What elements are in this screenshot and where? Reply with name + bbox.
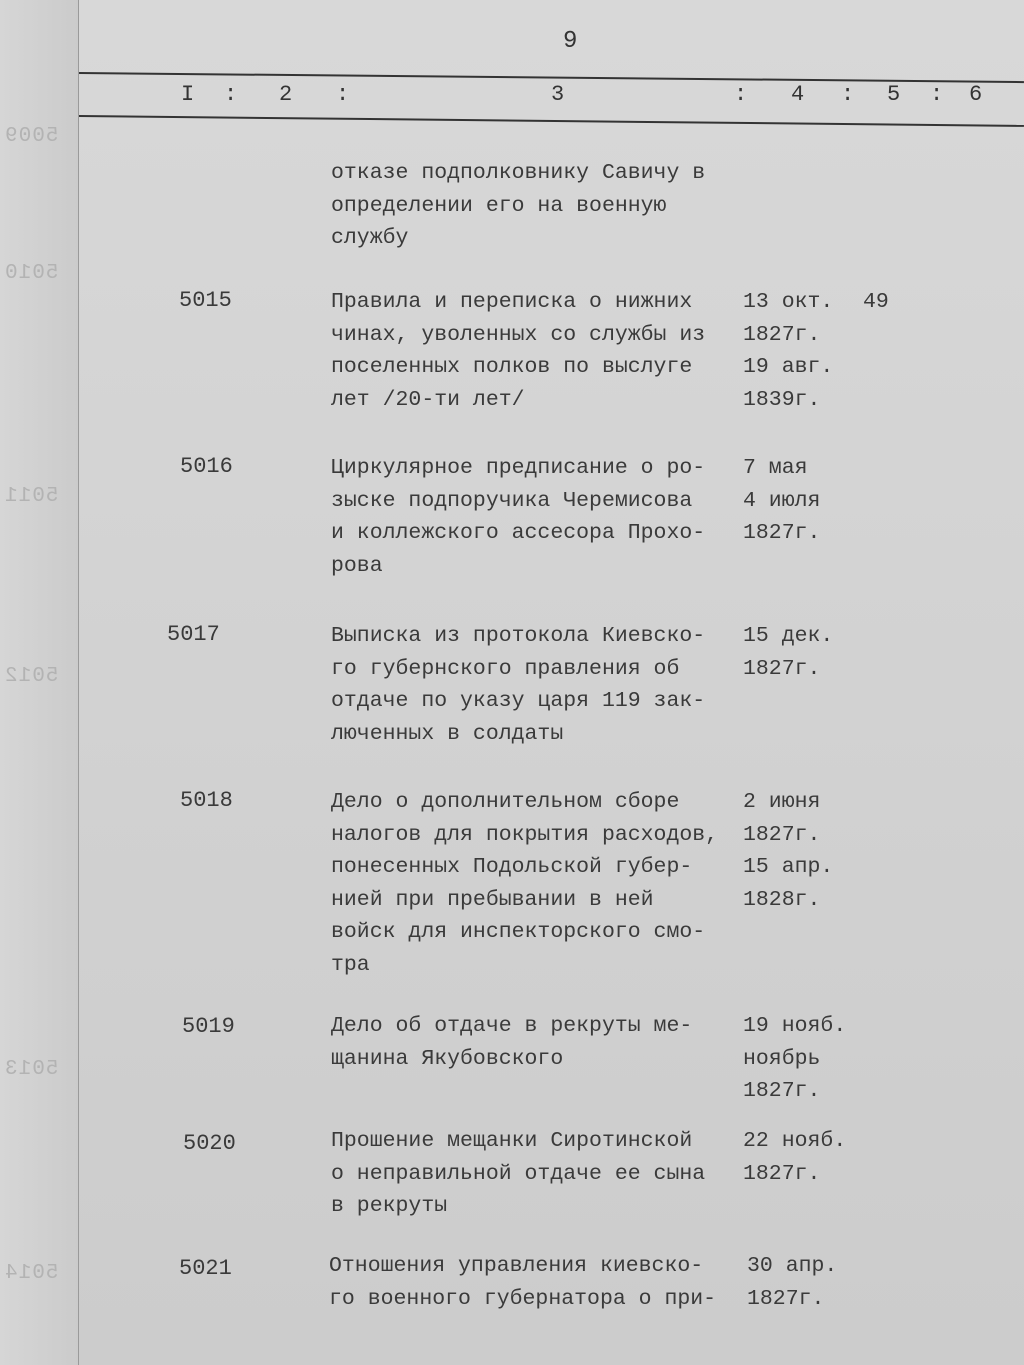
left-page-edge — [0, 0, 79, 1365]
entry-description: Дело об отдаче в рекруты ме- щанина Якубовского — [331, 1014, 693, 1071]
mirrored-number: 5009 — [4, 125, 59, 148]
mirrored-number: 5012 — [4, 665, 59, 688]
mirrored-number: 5014 — [4, 1262, 59, 1285]
column-separator: : — [841, 82, 855, 107]
column-header-2: 2 — [279, 82, 293, 107]
entry-dates: 22 нояб. 1827г. — [743, 1129, 847, 1186]
entry-description: Правила и переписка о нижних чинах, уволенных со службы из поселенных полков по выслуге лет /20-ти лет/ — [331, 290, 706, 412]
column-header-1: I — [181, 82, 195, 107]
entry-dates: 13 окт. 1827г. 19 авг. 1839г. — [743, 290, 834, 412]
entry-number: 5018 — [180, 788, 233, 813]
entry-number: 5015 — [179, 288, 232, 313]
document-page — [79, 0, 1024, 1365]
entry-dates: 7 мая 4 июля 1827г. — [743, 456, 821, 545]
column-header-5: 5 — [887, 82, 901, 107]
entry-description: Циркулярное предписание о ро- зыске подпоручика Черемисова и коллежского ассесора Прохо- рова — [331, 456, 706, 578]
column-separator: : — [224, 82, 238, 107]
entry-description: Выписка из протокола Киевско- го губернского правления об отдаче по указу царя 119 зак- люченных в солдаты — [331, 624, 706, 746]
column-separator: : — [734, 82, 748, 107]
entry-dates: 19 нояб. ноябрь 1827г. — [743, 1014, 847, 1103]
entry-dates: 2 июня 1827г. 15 апр. 1828г. — [743, 790, 834, 912]
entry-description: Отношения управления киевско- го военного губернатора о при- — [329, 1254, 717, 1311]
entry-description: отказе подполковнику Савичу в определении его на военную службу — [331, 161, 706, 250]
column-separator: : — [930, 82, 944, 107]
entry-number: 5021 — [179, 1256, 232, 1281]
entry-number: 5017 — [167, 622, 220, 647]
entry-number: 5020 — [183, 1131, 236, 1156]
mirrored-number: 5011 — [4, 485, 59, 508]
entry-description: Прошение мещанки Сиротинской о неправильной отдаче ее сына в рекруты — [331, 1129, 706, 1218]
entry-number: 5019 — [182, 1014, 235, 1039]
mirrored-number: 5013 — [4, 1058, 59, 1081]
column-separator: : — [336, 82, 350, 107]
entry-dates: 15 дек. 1827г. — [743, 624, 834, 681]
header-rule-bottom — [79, 115, 1024, 127]
column-header-4: 4 — [791, 82, 805, 107]
entry-sheet-count: 49 — [863, 290, 889, 314]
entry-number: 5016 — [180, 454, 233, 479]
column-header-3: 3 — [551, 82, 565, 107]
column-header-6: 6 — [969, 82, 983, 107]
entry-description: Дело о дополнительном сборе налогов для покрытия расходов, понесенных Подольской губер- нией при пребывании в ней войск для инспекторского смо- тра — [331, 790, 719, 977]
mirrored-number: 5010 — [4, 262, 59, 285]
entry-dates: 30 апр. 1827г. — [747, 1254, 838, 1311]
page-number: 9 — [563, 28, 578, 55]
